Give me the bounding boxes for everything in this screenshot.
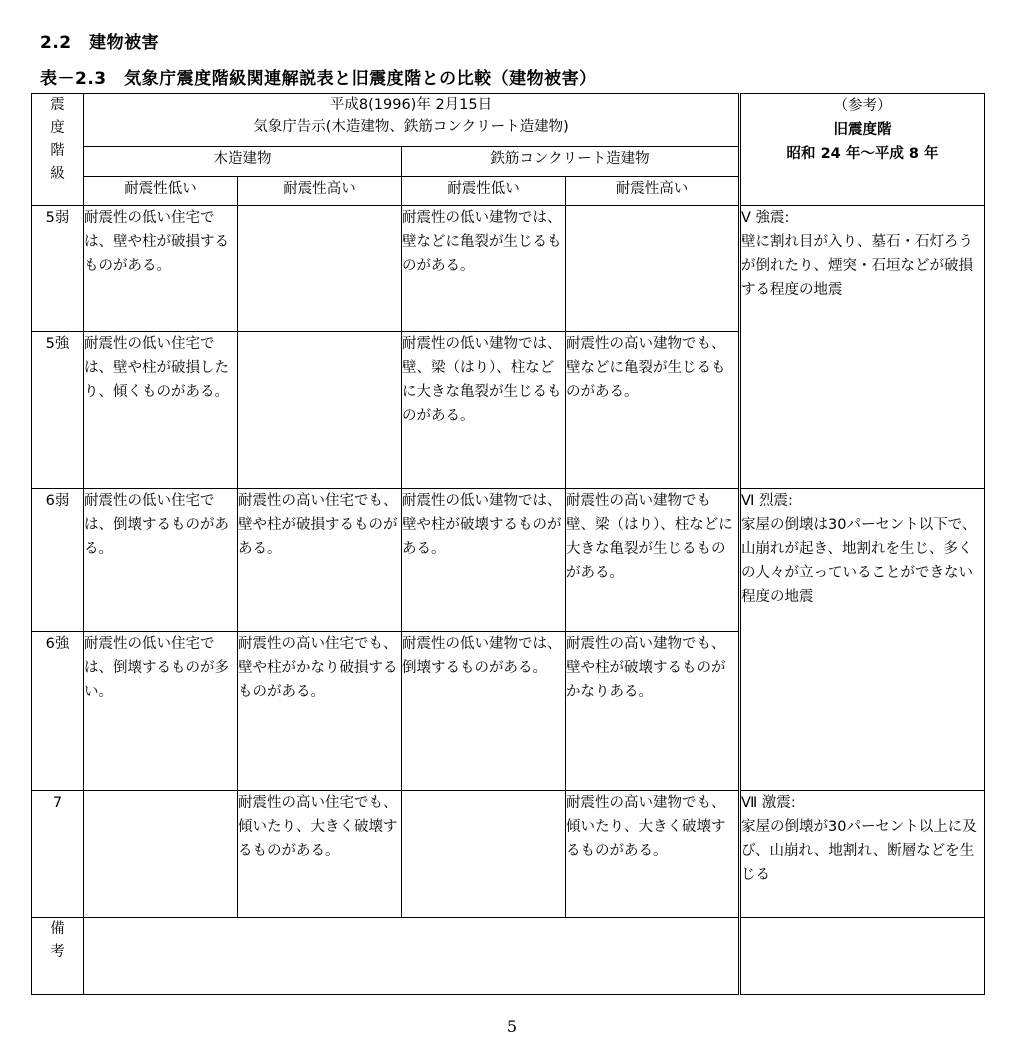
rc-high-cell: 耐震性の高い建物でも、壁などに亀裂が生じるものがある。 — [566, 331, 740, 488]
header-notice — [84, 94, 740, 147]
level-label: 5強 — [32, 331, 84, 488]
rc-low-cell: 耐震性の低い建物では、壁や柱が破壊するものがある。 — [402, 488, 566, 631]
rc-low-cell: 耐震性の低い建物では、倒壊するものがある。 — [402, 631, 566, 790]
remarks-label: 備考 — [32, 918, 84, 995]
wood-low-cell: 耐震性の低い住宅では、倒壊するものがある。 — [84, 488, 238, 631]
table-row — [32, 790, 985, 918]
header-ref-period: 昭和 24 年～平成 8 年 — [786, 146, 939, 162]
table-row — [32, 488, 985, 631]
header-reference — [740, 94, 985, 206]
header-wood: 木造建物 — [84, 147, 402, 176]
level-label: 6弱 — [32, 488, 84, 631]
header-wood-high: 耐震性高い — [238, 176, 402, 205]
reference-description: 壁に割れ目が入り、墓石・石灯ろうが倒れたり、煙突・石垣などが破損する程度の地震 — [741, 233, 974, 298]
header-wood-low: 耐震性低い — [84, 176, 238, 205]
reference-grade-label: Ⅵ 烈震: — [741, 492, 793, 509]
header-notice-date: 平成8(1996)年 2月15日 — [329, 97, 493, 113]
reference-grade-label: Ⅶ 激震: — [741, 794, 796, 811]
header-rc: 鉄筋コンクリート造建物 — [402, 147, 740, 176]
table-row — [32, 205, 985, 331]
reference-grade-vii — [740, 790, 985, 918]
reference-grade-v — [740, 205, 985, 488]
remarks-reference — [740, 918, 985, 995]
header-level-col: 震度階級 — [32, 94, 84, 206]
reference-description: 家屋の倒壊が30パーセント以上に及び、山崩れ、地割れ、断層などを生じる — [741, 818, 977, 883]
rc-high-cell: 耐震性の高い建物でも、傾いたり、大きく破壊するものがある。 — [566, 790, 740, 918]
wood-low-cell: 耐震性の低い住宅では、倒壊するものが多い。 — [84, 631, 238, 790]
wood-high-cell: 耐震性の高い住宅でも、壁や柱がかなり破損するものがある。 — [238, 631, 402, 790]
header-notice-scope: 気象庁告示(木造建物、鉄筋コンクリート造建物) — [253, 119, 569, 135]
reference-grade-vi — [740, 488, 985, 790]
page-number: 5 — [506, 1017, 518, 1036]
header-rc-low: 耐震性低い — [402, 176, 566, 205]
remarks-content — [84, 918, 740, 995]
remarks-row — [32, 918, 985, 995]
wood-high-cell: 耐震性の高い住宅でも、傾いたり、大きく破壊するものがある。 — [238, 790, 402, 918]
wood-low-cell: 耐震性の低い住宅では、壁や柱が破損するものがある。 — [84, 205, 238, 331]
rc-low-cell — [402, 790, 566, 918]
rc-high-cell: 耐震性の高い建物でも壁、梁（はり）、柱などに大きな亀裂が生じるものがある。 — [566, 488, 740, 631]
seismic-comparison-table — [31, 93, 985, 995]
reference-grade-label: Ⅴ 強震: — [741, 209, 790, 226]
rc-low-cell: 耐震性の低い建物では、壁、梁（はり）、柱などに大きな亀裂が生じるものがある。 — [402, 331, 566, 488]
rc-high-cell — [566, 205, 740, 331]
level-label: 7 — [32, 790, 84, 918]
level-label: 5弱 — [32, 205, 84, 331]
header-ref-title: 旧震度階 — [833, 122, 892, 138]
rc-low-cell: 耐震性の低い建物では、壁などに亀裂が生じるものがある。 — [402, 205, 566, 331]
wood-high-cell — [238, 331, 402, 488]
rc-high-cell: 耐震性の高い建物でも、壁や柱が破壊するものがかなりある。 — [566, 631, 740, 790]
reference-description: 家屋の倒壊は30パーセント以下で、山崩れが起き、地割れを生じ、多くの人々が立っていることができない程度の地震 — [741, 516, 977, 605]
wood-high-cell — [238, 205, 402, 331]
level-label: 6強 — [32, 631, 84, 790]
header-rc-high: 耐震性高い — [566, 176, 740, 205]
section-title: 2.2 建物被害 — [40, 33, 160, 53]
wood-high-cell: 耐震性の高い住宅でも、壁や柱が破損するものがある。 — [238, 488, 402, 631]
wood-low-cell — [84, 790, 238, 918]
table-title: 表－2.3 気象庁震度階級関連解説表と旧震度階との比較（建物被害） — [40, 69, 597, 89]
header-ref-note: （参考） — [833, 98, 892, 114]
wood-low-cell: 耐震性の低い住宅では、壁や柱が破損したり、傾くものがある。 — [84, 331, 238, 488]
